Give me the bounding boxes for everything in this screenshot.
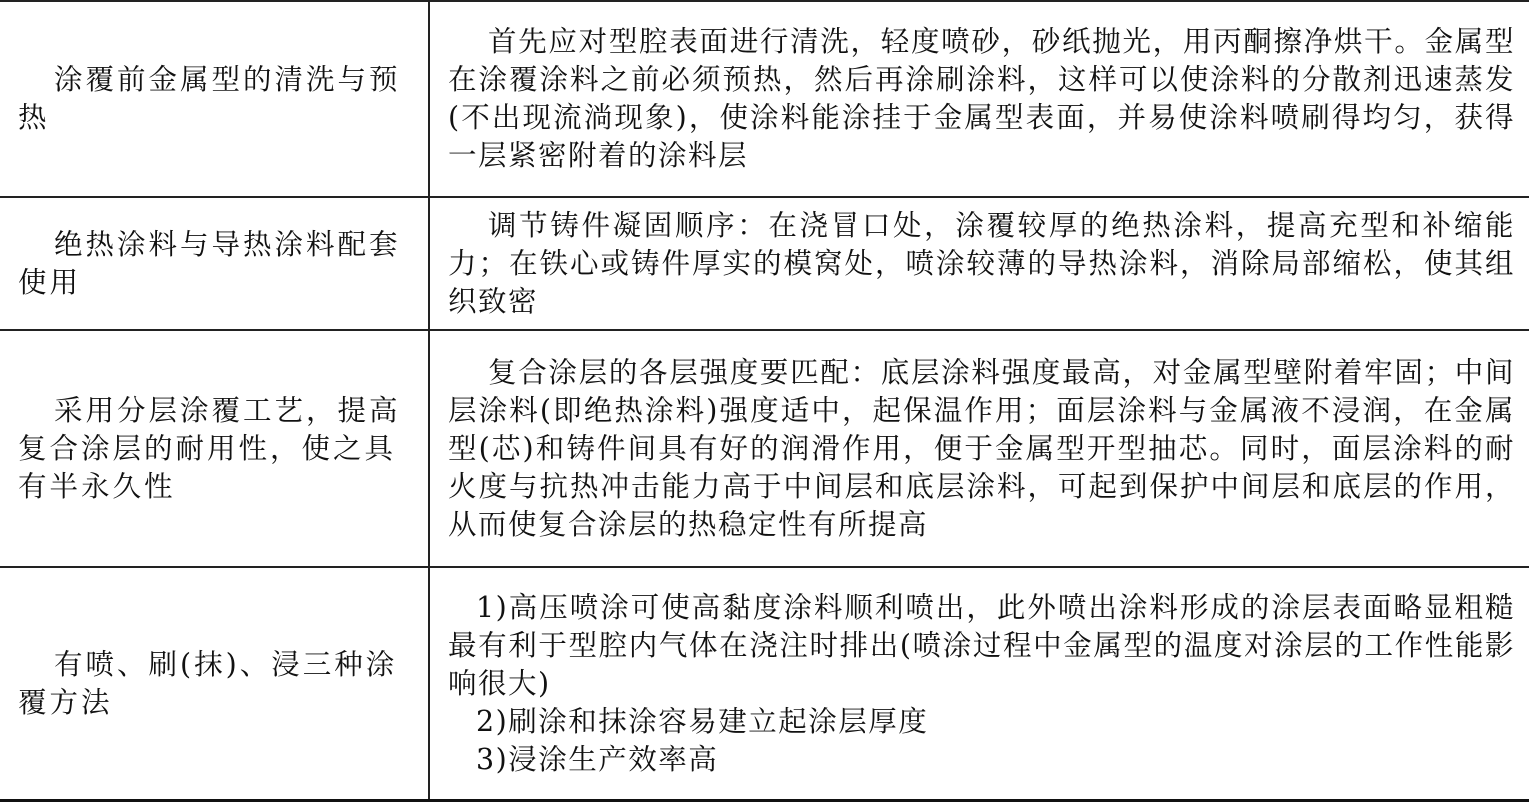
description-text: 首先应对型腔表面进行清洗，轻度喷砂，砂纸抛光，用丙酮擦净烘干。金属型在涂覆涂料之前必须预热，然后再涂刷涂料，这样可以使涂料的分散剂迅速蒸发(不出现流淌现象)，使涂料能涂挂于金属型表面，并易使涂料喷刷得均匀，获得一层紧密附着的涂料层 [448,25,1515,172]
method-text: 绝热涂料与导热涂料配套使用 [18,227,401,299]
table-row [0,197,1529,330]
table-row [0,330,1529,567]
table-row [0,1,1529,197]
description-cell [429,567,1529,801]
method-cell [0,567,429,801]
description-cell [429,330,1529,567]
list-item: 2)刷涂和抹涂容易建立起涂层厚度 [476,704,929,738]
list-item: 1)高压喷涂可使高黏度涂料顺利喷出，此外喷出涂料形成的涂层表面略显粗糙最有利于型腔内气体在浇注时排出(喷涂过程中金属型的温度对涂层的工作性能影响很大) [448,590,1515,700]
method-text: 有喷、刷(抹)、浸三种涂覆方法 [18,647,398,719]
method-cell [0,330,429,567]
description-cell [429,1,1529,197]
description-text: 复合涂层的各层强度要匹配：底层涂料强度最高，对金属型壁附着牢固；中间层涂料(即绝热涂料)强度适中，起保温作用；面层涂料与金属液不浸润，在金属型(芯)和铸件间具有好的润滑作用，便于金属型开型抽芯。同时，面层涂料的耐火度与抗热冲击能力高于中间层和底层涂料，可起到保护中间层和底层的作用，从而使复合涂层的热稳定性有所提高 [448,355,1515,541]
list-item: 3)浸涂生产效率高 [476,742,719,776]
table-row [0,567,1529,801]
description-text: 调节铸件凝固顺序：在浇冒口处，涂覆较厚的绝热涂料，提高充型和补缩能力；在铁心或铸件厚实的模窝处，喷涂较薄的导热涂料，消除局部缩松，使其组织致密 [448,208,1515,318]
method-text: 涂覆前金属型的清洗与预热 [18,63,401,134]
method-cell [0,197,429,330]
method-text: 采用分层涂覆工艺，提高复合涂层的耐用性，使之具有半永久性 [18,393,401,503]
description-cell [429,197,1529,330]
method-cell [0,1,429,197]
